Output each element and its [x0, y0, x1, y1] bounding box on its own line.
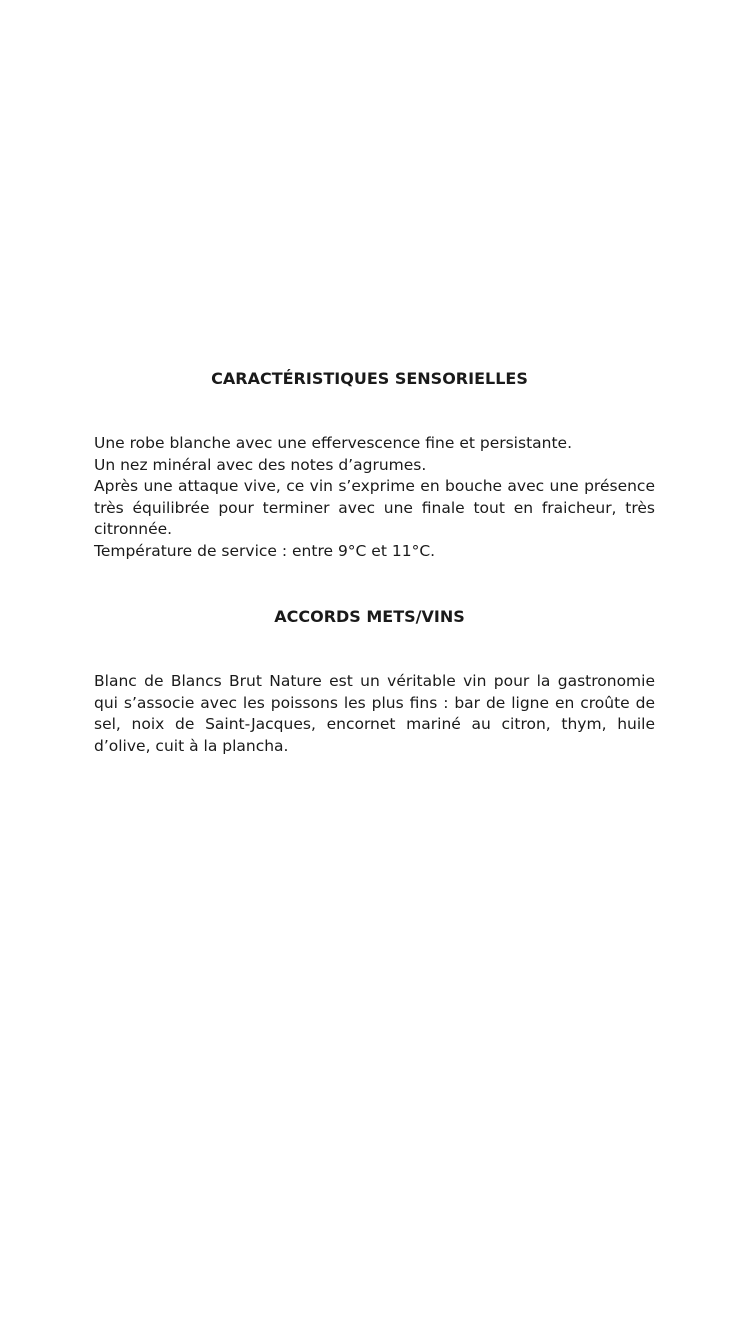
sensory-section-title: CARACTÉRISTIQUES SENSORIELLES	[211, 369, 528, 388]
pairing-description	[94, 671, 655, 757]
pairing-section-title: ACCORDS METS/VINS	[274, 607, 465, 626]
sensory-line-robe: Une robe blanche avec une effervescence fine et persistante.	[94, 434, 573, 452]
pairing-paragraph: Blanc de Blancs Brut Nature est un véritable vin pour la gastronomie qui s’associe avec les poissons les plus fins : bar de ligne en croûte de sel, noix de Saint-Jacques, encornet mariné au citron, thym, huile d’olive, cuit à la plancha.	[94, 672, 655, 755]
sensory-line-nez: Un nez minéral avec des notes d’agrumes.	[94, 455, 427, 474]
sensory-line-temperature: Température de service : entre 9°C et 11°C.	[94, 541, 436, 560]
sensory-description	[94, 433, 655, 562]
sensory-line-bouche: Après une attaque vive, ce vin s’exprime en bouche avec une présence très équilibrée pour terminer avec une finale tout en fraicheur, très citronnée.	[94, 477, 655, 538]
